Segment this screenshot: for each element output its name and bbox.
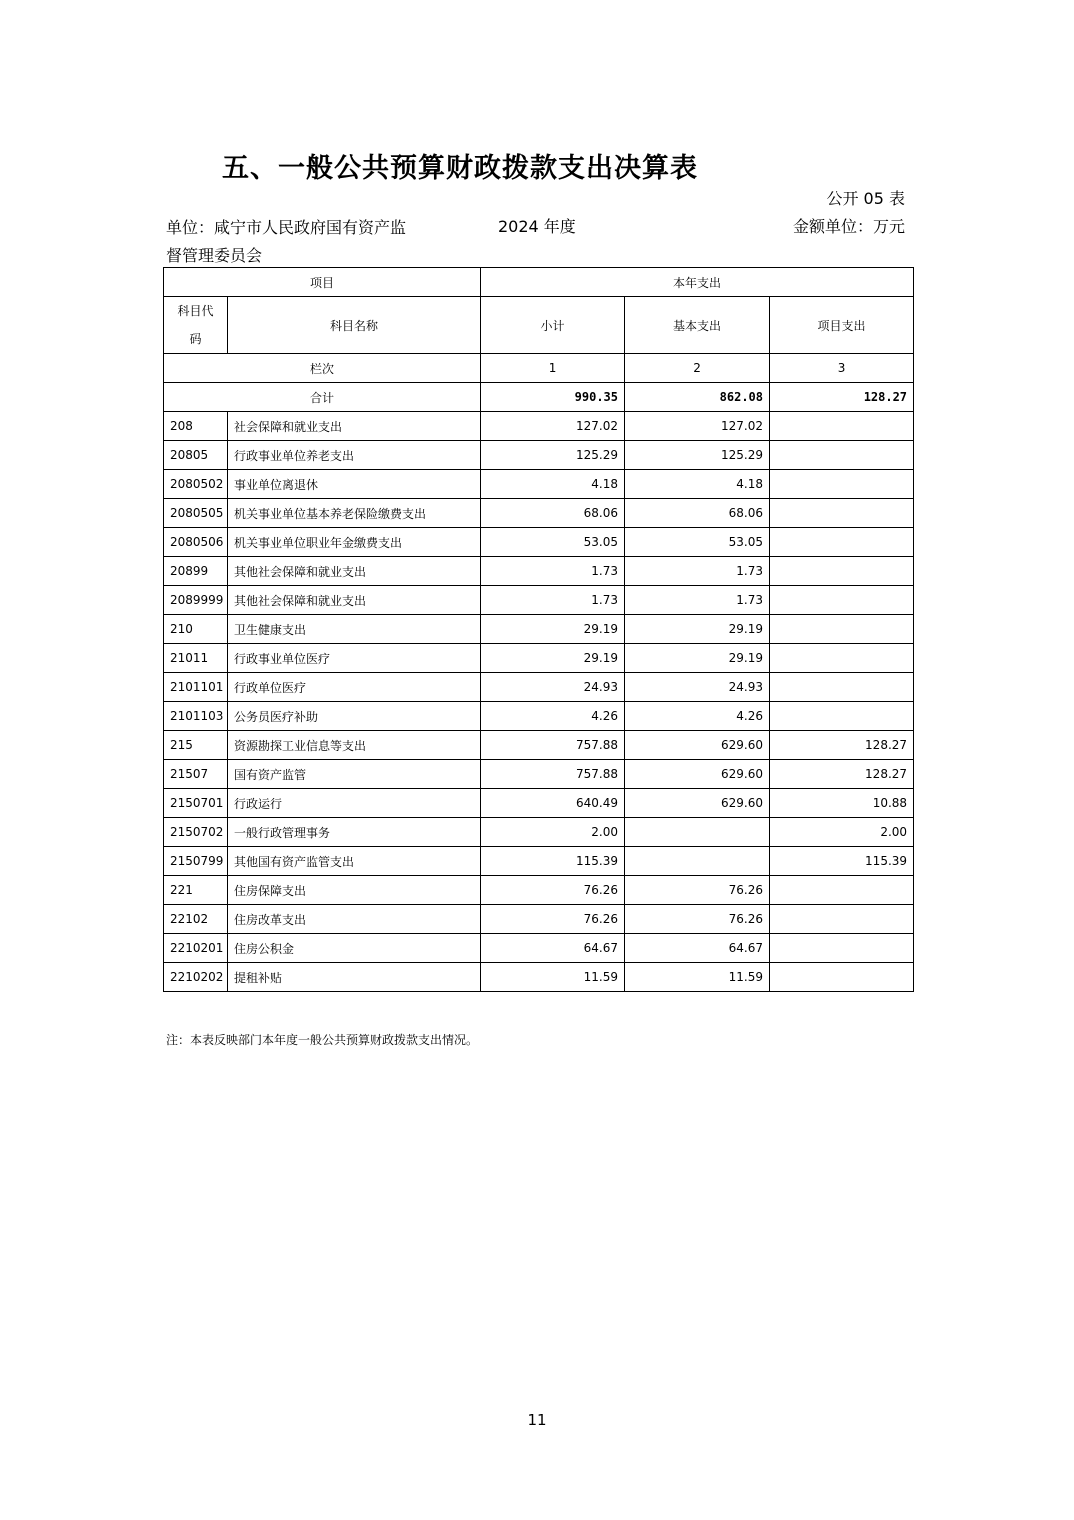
table-row bbox=[164, 702, 914, 731]
row-project bbox=[770, 934, 914, 963]
row-project: 2.00 bbox=[770, 818, 914, 847]
total-subtotal: 990.35 bbox=[481, 383, 625, 412]
row-name: 其他社会保障和就业支出 bbox=[228, 557, 481, 586]
row-code: 22102 bbox=[164, 905, 228, 934]
total-project: 128.27 bbox=[770, 383, 914, 412]
row-code: 210 bbox=[164, 615, 228, 644]
row-basic: 68.06 bbox=[625, 499, 770, 528]
row-code: 215 bbox=[164, 731, 228, 760]
unit-label bbox=[166, 214, 456, 270]
row-code: 2150799 bbox=[164, 847, 228, 876]
page-title: 五、一般公共预算财政拨款支出决算表 bbox=[222, 153, 698, 184]
table-row bbox=[164, 412, 914, 441]
row-name: 住房保障支出 bbox=[228, 876, 481, 905]
row-name: 提租补贴 bbox=[228, 963, 481, 992]
row-code: 2089999 bbox=[164, 586, 228, 615]
row-name: 住房改革支出 bbox=[228, 905, 481, 934]
table-row bbox=[164, 644, 914, 673]
expenditure-table bbox=[163, 267, 914, 992]
row-name: 国有资产监管 bbox=[228, 760, 481, 789]
page-number: 11 bbox=[527, 1411, 547, 1429]
table-row bbox=[164, 441, 914, 470]
row-basic: 4.18 bbox=[625, 470, 770, 499]
table-row bbox=[164, 528, 914, 557]
row-project bbox=[770, 499, 914, 528]
index-1: 1 bbox=[481, 354, 625, 383]
total-row bbox=[164, 383, 914, 412]
col-name-header: 科目名称 bbox=[228, 297, 481, 354]
fiscal-year: 2024 年度 bbox=[498, 217, 576, 236]
row-project bbox=[770, 963, 914, 992]
row-name: 行政事业单位养老支出 bbox=[228, 441, 481, 470]
index-3: 3 bbox=[770, 354, 914, 383]
row-project bbox=[770, 644, 914, 673]
unit-line-2: 督管理委员会 bbox=[166, 246, 263, 265]
header-current-year: 本年支出 bbox=[481, 268, 914, 297]
row-subtotal: 53.05 bbox=[481, 528, 625, 557]
row-basic: 629.60 bbox=[625, 760, 770, 789]
header-row-2 bbox=[164, 297, 914, 354]
row-name: 行政运行 bbox=[228, 789, 481, 818]
row-name: 社会保障和就业支出 bbox=[228, 412, 481, 441]
row-name: 机关事业单位基本养老保险缴费支出 bbox=[228, 499, 481, 528]
row-code: 2150702 bbox=[164, 818, 228, 847]
index-row bbox=[164, 354, 914, 383]
row-basic: 4.26 bbox=[625, 702, 770, 731]
row-subtotal: 76.26 bbox=[481, 905, 625, 934]
row-subtotal: 2.00 bbox=[481, 818, 625, 847]
table-row bbox=[164, 963, 914, 992]
row-subtotal: 11.59 bbox=[481, 963, 625, 992]
row-basic: 76.26 bbox=[625, 905, 770, 934]
row-basic: 76.26 bbox=[625, 876, 770, 905]
table-row bbox=[164, 905, 914, 934]
row-subtotal: 757.88 bbox=[481, 760, 625, 789]
col-basic-header: 基本支出 bbox=[625, 297, 770, 354]
table-row bbox=[164, 673, 914, 702]
row-basic: 629.60 bbox=[625, 731, 770, 760]
row-project bbox=[770, 905, 914, 934]
table-row bbox=[164, 876, 914, 905]
row-code: 2080506 bbox=[164, 528, 228, 557]
table-row bbox=[164, 847, 914, 876]
row-name: 机关事业单位职业年金缴费支出 bbox=[228, 528, 481, 557]
row-basic: 53.05 bbox=[625, 528, 770, 557]
table-row bbox=[164, 470, 914, 499]
index-label: 栏次 bbox=[164, 354, 481, 383]
row-project bbox=[770, 441, 914, 470]
row-basic: 29.19 bbox=[625, 615, 770, 644]
table-row bbox=[164, 731, 914, 760]
row-project: 128.27 bbox=[770, 760, 914, 789]
row-code: 21507 bbox=[164, 760, 228, 789]
row-project bbox=[770, 586, 914, 615]
table-row bbox=[164, 818, 914, 847]
row-name: 行政事业单位医疗 bbox=[228, 644, 481, 673]
row-project bbox=[770, 673, 914, 702]
row-project bbox=[770, 528, 914, 557]
row-basic: 11.59 bbox=[625, 963, 770, 992]
row-code: 208 bbox=[164, 412, 228, 441]
row-code: 2080502 bbox=[164, 470, 228, 499]
row-basic bbox=[625, 818, 770, 847]
total-basic: 862.08 bbox=[625, 383, 770, 412]
row-name: 其他社会保障和就业支出 bbox=[228, 586, 481, 615]
row-subtotal: 29.19 bbox=[481, 615, 625, 644]
row-name: 其他国有资产监管支出 bbox=[228, 847, 481, 876]
row-code: 2080505 bbox=[164, 499, 228, 528]
header-item: 项目 bbox=[164, 268, 481, 297]
row-name: 事业单位离退休 bbox=[228, 470, 481, 499]
row-code: 20805 bbox=[164, 441, 228, 470]
row-code: 20899 bbox=[164, 557, 228, 586]
row-name: 卫生健康支出 bbox=[228, 615, 481, 644]
row-subtotal: 4.26 bbox=[481, 702, 625, 731]
row-subtotal: 640.49 bbox=[481, 789, 625, 818]
total-label: 合计 bbox=[164, 383, 481, 412]
row-name: 行政单位医疗 bbox=[228, 673, 481, 702]
col-subtotal-header: 小计 bbox=[481, 297, 625, 354]
row-basic: 1.73 bbox=[625, 557, 770, 586]
row-name: 一般行政管理事务 bbox=[228, 818, 481, 847]
row-subtotal: 757.88 bbox=[481, 731, 625, 760]
row-basic: 64.67 bbox=[625, 934, 770, 963]
row-subtotal: 127.02 bbox=[481, 412, 625, 441]
row-subtotal: 125.29 bbox=[481, 441, 625, 470]
row-project bbox=[770, 470, 914, 499]
row-project: 128.27 bbox=[770, 731, 914, 760]
row-basic: 29.19 bbox=[625, 644, 770, 673]
row-project: 10.88 bbox=[770, 789, 914, 818]
row-subtotal: 1.73 bbox=[481, 557, 625, 586]
index-2: 2 bbox=[625, 354, 770, 383]
row-code: 2210202 bbox=[164, 963, 228, 992]
row-code: 2101103 bbox=[164, 702, 228, 731]
col-code-header: 科目代码 bbox=[164, 297, 228, 354]
table-row bbox=[164, 557, 914, 586]
row-project: 115.39 bbox=[770, 847, 914, 876]
row-code: 21011 bbox=[164, 644, 228, 673]
row-project bbox=[770, 615, 914, 644]
row-subtotal: 76.26 bbox=[481, 876, 625, 905]
row-basic: 1.73 bbox=[625, 586, 770, 615]
row-code: 2150701 bbox=[164, 789, 228, 818]
row-code: 221 bbox=[164, 876, 228, 905]
form-number: 公开 05 表 bbox=[826, 189, 905, 208]
table-row bbox=[164, 760, 914, 789]
header-row-1 bbox=[164, 268, 914, 297]
row-project bbox=[770, 412, 914, 441]
row-name: 住房公积金 bbox=[228, 934, 481, 963]
col-project-header: 项目支出 bbox=[770, 297, 914, 354]
row-subtotal: 4.18 bbox=[481, 470, 625, 499]
table-row bbox=[164, 615, 914, 644]
row-subtotal: 24.93 bbox=[481, 673, 625, 702]
row-subtotal: 64.67 bbox=[481, 934, 625, 963]
row-name: 公务员医疗补助 bbox=[228, 702, 481, 731]
row-basic: 24.93 bbox=[625, 673, 770, 702]
row-subtotal: 115.39 bbox=[481, 847, 625, 876]
unit-line-1: 单位：咸宁市人民政府国有资产监 bbox=[166, 218, 407, 237]
row-subtotal: 1.73 bbox=[481, 586, 625, 615]
row-project bbox=[770, 557, 914, 586]
row-code: 2101101 bbox=[164, 673, 228, 702]
row-name: 资源勘探工业信息等支出 bbox=[228, 731, 481, 760]
row-code: 2210201 bbox=[164, 934, 228, 963]
row-subtotal: 68.06 bbox=[481, 499, 625, 528]
row-basic: 127.02 bbox=[625, 412, 770, 441]
table-row bbox=[164, 789, 914, 818]
table-row bbox=[164, 586, 914, 615]
row-basic: 629.60 bbox=[625, 789, 770, 818]
table-row bbox=[164, 499, 914, 528]
table-row bbox=[164, 934, 914, 963]
money-unit: 金额单位：万元 bbox=[792, 217, 905, 236]
row-subtotal: 29.19 bbox=[481, 644, 625, 673]
row-basic: 125.29 bbox=[625, 441, 770, 470]
row-basic bbox=[625, 847, 770, 876]
table-note: 注：本表反映部门本年度一般公共预算财政拨款支出情况。 bbox=[166, 1033, 479, 1047]
row-project bbox=[770, 876, 914, 905]
row-project bbox=[770, 702, 914, 731]
